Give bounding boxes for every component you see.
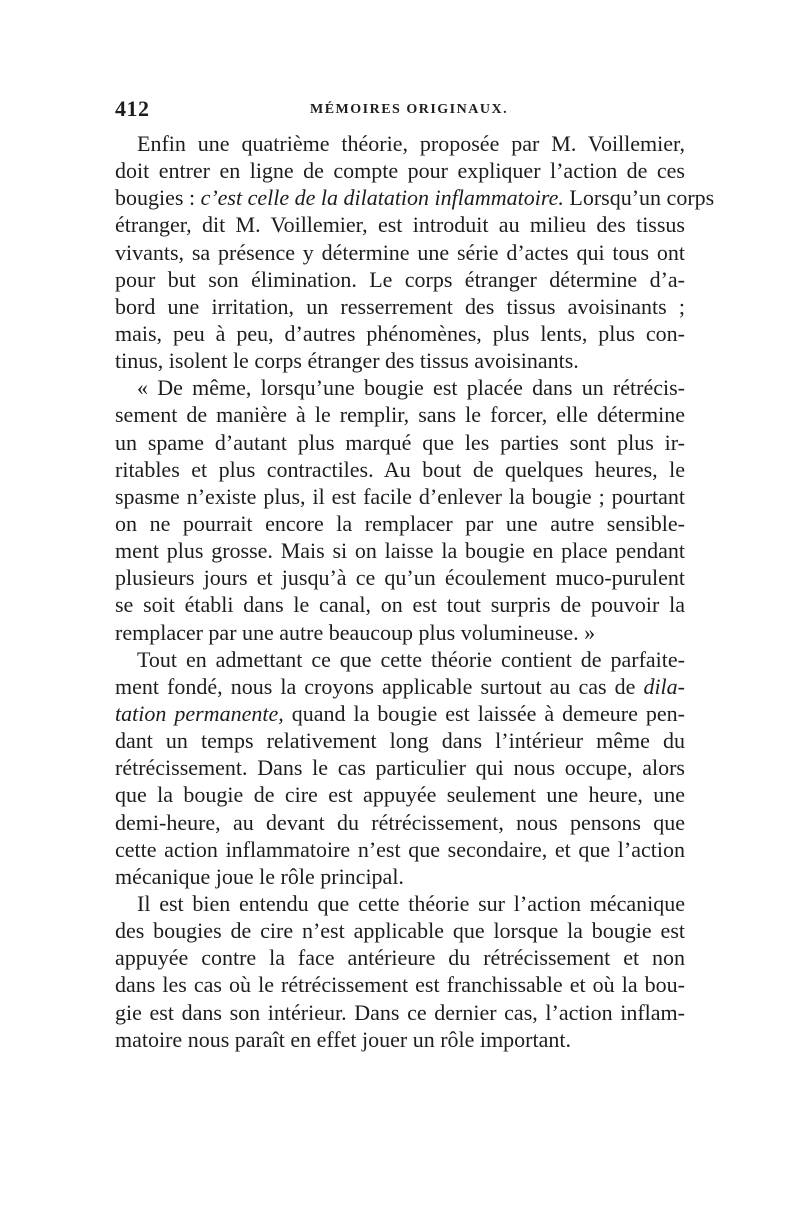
text-line	[115, 890, 685, 917]
text-line	[115, 673, 685, 700]
text-line	[115, 510, 685, 537]
text-line	[115, 781, 685, 808]
text-segment: mécanique joue le rôle principal.	[115, 863, 404, 889]
text-segment: ritables et plus contractiles. Au bout de quelques heures, le	[115, 456, 685, 482]
body-text	[115, 130, 715, 1053]
text-segment: sement de manière à le remplir, sans le forcer, elle détermine	[115, 402, 685, 428]
text-segment: gie est dans son intérieur. Dans ce dernier cas, l’action inflam-	[115, 999, 685, 1025]
text-segment: « De même, lorsqu’une bougie est placée dans un rétrécis-	[137, 375, 685, 401]
text-line	[115, 537, 685, 564]
italic-text-segment: tation permanente,	[115, 700, 284, 726]
text-line	[115, 944, 685, 971]
text-segment: spasme n’existe plus, il est facile d’enlever la bougie ; pourtant	[115, 483, 685, 509]
text-segment: plusieurs jours et jusqu’à ce qu’un écoulement muco-purulent	[115, 565, 685, 591]
text-segment: des bougies de cire n’est applicable que lorsque la bougie est	[115, 918, 685, 944]
text-line	[115, 564, 685, 591]
text-segment: bord une irritation, un resserrement des tissus avoisinants ;	[115, 293, 685, 319]
text-segment: quand la bougie est laissée à demeure pen-	[283, 700, 686, 726]
text-line	[115, 429, 685, 456]
text-segment: étranger, dit M. Voillemier, est introduit au milieu des tissus	[115, 212, 685, 238]
text-line	[115, 157, 685, 184]
text-segment: remplacer par une autre beaucoup plus volumineuse. »	[115, 619, 596, 645]
text-line	[115, 619, 685, 646]
text-line	[115, 401, 685, 428]
text-segment: vivants, sa présence y détermine une série d’actes qui tous ont	[115, 239, 685, 265]
text-line	[115, 130, 685, 157]
text-line	[115, 483, 685, 510]
text-segment: dans les cas où le rétrécissement est franchissable et où la bou-	[115, 972, 685, 998]
text-line	[115, 456, 685, 483]
text-line	[115, 374, 685, 401]
text-segment: tinus, isolent le corps étranger des tissus avoisinants.	[115, 348, 579, 374]
text-line	[115, 1026, 685, 1053]
text-segment: dant un temps relativement long dans l’intérieur même du	[115, 728, 685, 754]
text-segment: Il est bien entendu que cette théorie sur l’action mécanique	[137, 890, 685, 916]
text-segment: que la bougie de cire est appuyée seulement une heure, une	[115, 782, 685, 808]
text-line	[115, 211, 685, 238]
text-segment: ment plus grosse. Mais si on laisse la bougie en place pendant	[115, 538, 685, 564]
text-segment: Enfin une quatrième théorie, proposée par M. Voillemier,	[137, 131, 685, 156]
text-segment: un spame d’autant plus marqué que les parties sont plus ir-	[115, 429, 685, 455]
page-number: 412	[115, 96, 150, 121]
text-line	[115, 836, 685, 863]
text-line	[115, 809, 685, 836]
text-line	[115, 754, 685, 781]
text-segment: Tout en admettant ce que cette théorie contient de parfaite-	[137, 646, 685, 672]
text-segment: ment fondé, nous la croyons applicable surtout au cas de	[115, 673, 644, 699]
text-line	[115, 591, 685, 618]
text-line	[115, 971, 685, 998]
text-line	[115, 293, 685, 320]
running-head	[115, 96, 685, 126]
italic-text-segment: dila-	[643, 673, 685, 699]
text-segment: mais, peu à peu, d’autres phénomènes, plus lents, plus con-	[115, 320, 685, 346]
text-segment: Lorsqu’un corps	[563, 185, 715, 211]
text-line	[115, 727, 685, 754]
text-line	[115, 863, 685, 890]
text-line	[115, 184, 715, 211]
text-segment: pour but son élimination. Le corps étranger détermine d’a-	[115, 266, 685, 292]
running-title: MÉMOIRES ORIGINAUX.	[310, 102, 509, 117]
text-segment: cette action inflammatoire n’est que secondaire, et que l’action	[115, 836, 685, 862]
text-line	[115, 700, 685, 727]
text-line	[115, 347, 685, 374]
text-segment: matoire nous paraît en effet jouer un rôle important.	[115, 1026, 571, 1052]
italic-text-segment: c’est celle de la dilatation inflammatoire.	[200, 185, 564, 211]
text-line	[115, 320, 685, 347]
text-line	[115, 917, 685, 944]
text-segment: rétrécissement. Dans le cas particulier qui nous occupe, alors	[115, 755, 685, 781]
text-segment: on ne pourrait encore la remplacer par une autre sensible-	[115, 510, 685, 536]
text-segment: se soit établi dans le canal, on est tout surpris de pouvoir la	[115, 592, 685, 618]
text-line	[115, 239, 685, 266]
text-segment: doit entrer en ligne de compte pour expliquer l’action de ces	[115, 158, 685, 184]
text-line	[115, 266, 685, 293]
text-line	[115, 999, 685, 1026]
text-segment: bougies :	[115, 185, 201, 211]
text-segment: appuyée contre la face antérieure du rétrécissement et non	[115, 945, 685, 971]
text-line	[115, 646, 685, 673]
text-segment: demi-heure, au devant du rétrécissement, nous pensons que	[115, 809, 685, 835]
